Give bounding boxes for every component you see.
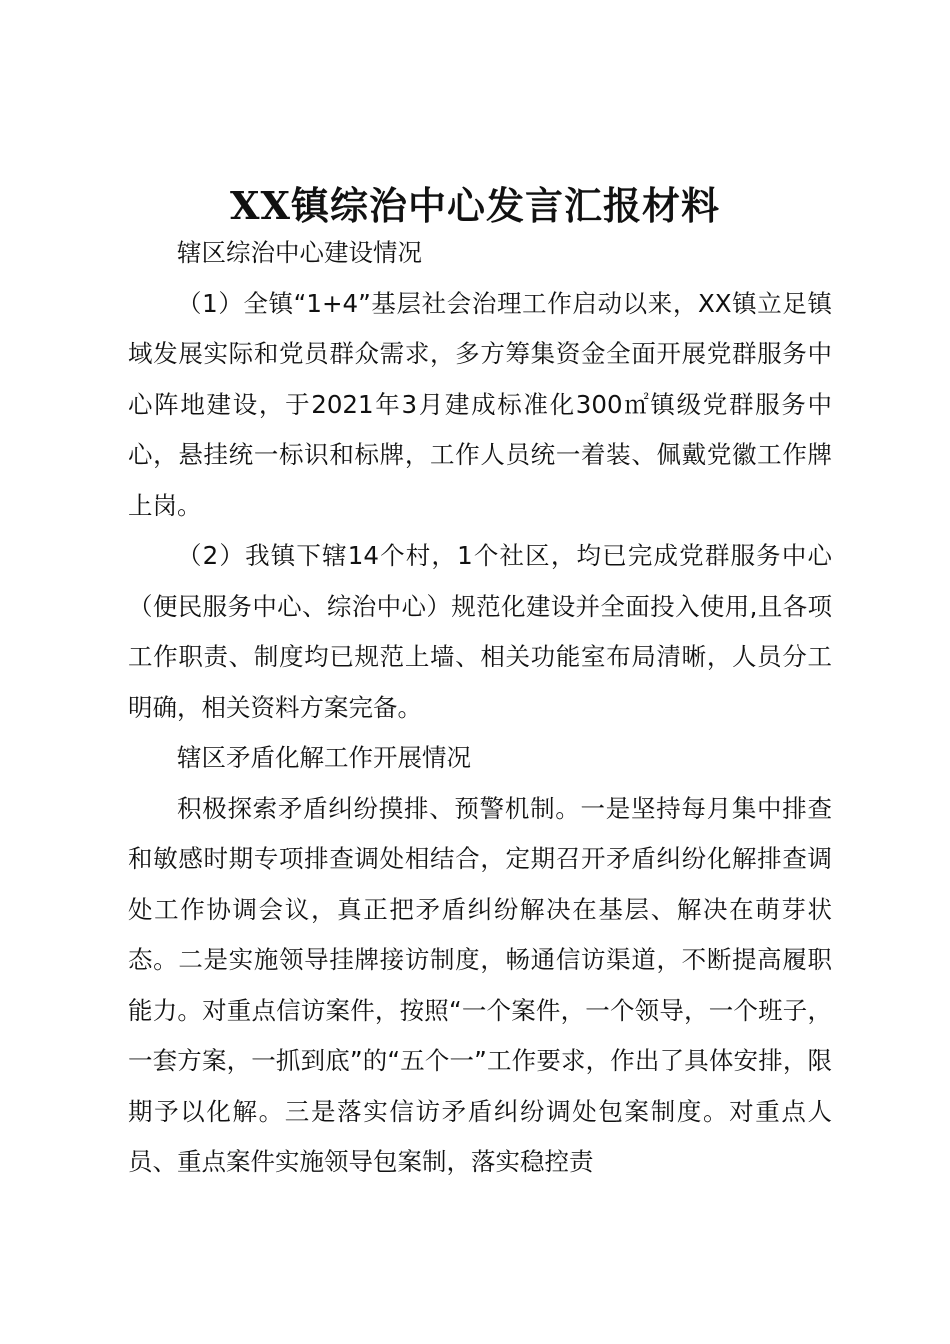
section-heading-conflict-resolution: 辖区矛盾化解工作开展情况 [177,743,471,772]
paragraph-conflict-mechanism: 积极探索矛盾纠纷摸排、预警机制。一是坚持每月集中排查和敏感时期专项排查调处相结合，定期召开矛盾纠纷化解排查调处工作协调会议，真正把矛盾纠纷解决在基层、解决在萌芽状态。二是实施领导挂牌接访制度，畅通信访渠道，不断提高履职能力。对重点信访案件，按照“一个案件，一个领导，一个班子，一套方案，一抓到底”的“五个一”工作要求，作出了具体安排，限期予以化解。三是落实信访矛盾纠纷调处包案制度。对重点人员、重点案件实施领导包案制，落实稳控责 [128,793,832,1176]
document-body [128,228,832,1188]
document-title: XX镇综治中心发言汇报材料 [230,183,720,228]
paragraph-town-center: （1）全镇“1+4”基层社会治理工作启动以来，XX镇立足镇域发展实际和党员群众需求，多方筹集资金全面开展党群服务中心阵地建设，于2021年3月建成标准化300㎡镇级党群服务中心，悬挂统一标识和标牌，工作人员统一着装、佩戴党徽工作牌上岗。 [128,288,832,520]
paragraph-villages: （2）我镇下辖14个村，1个社区，均已完成党群服务中心（便民服务中心、综治中心）规范化建设并全面投入使用,且各项工作职责、制度均已规范上墙、相关功能室布局清晰，人员分工明确，相关资料方案完备。 [128,541,832,722]
section-heading-center-construction: 辖区综治中心建设情况 [177,238,422,267]
